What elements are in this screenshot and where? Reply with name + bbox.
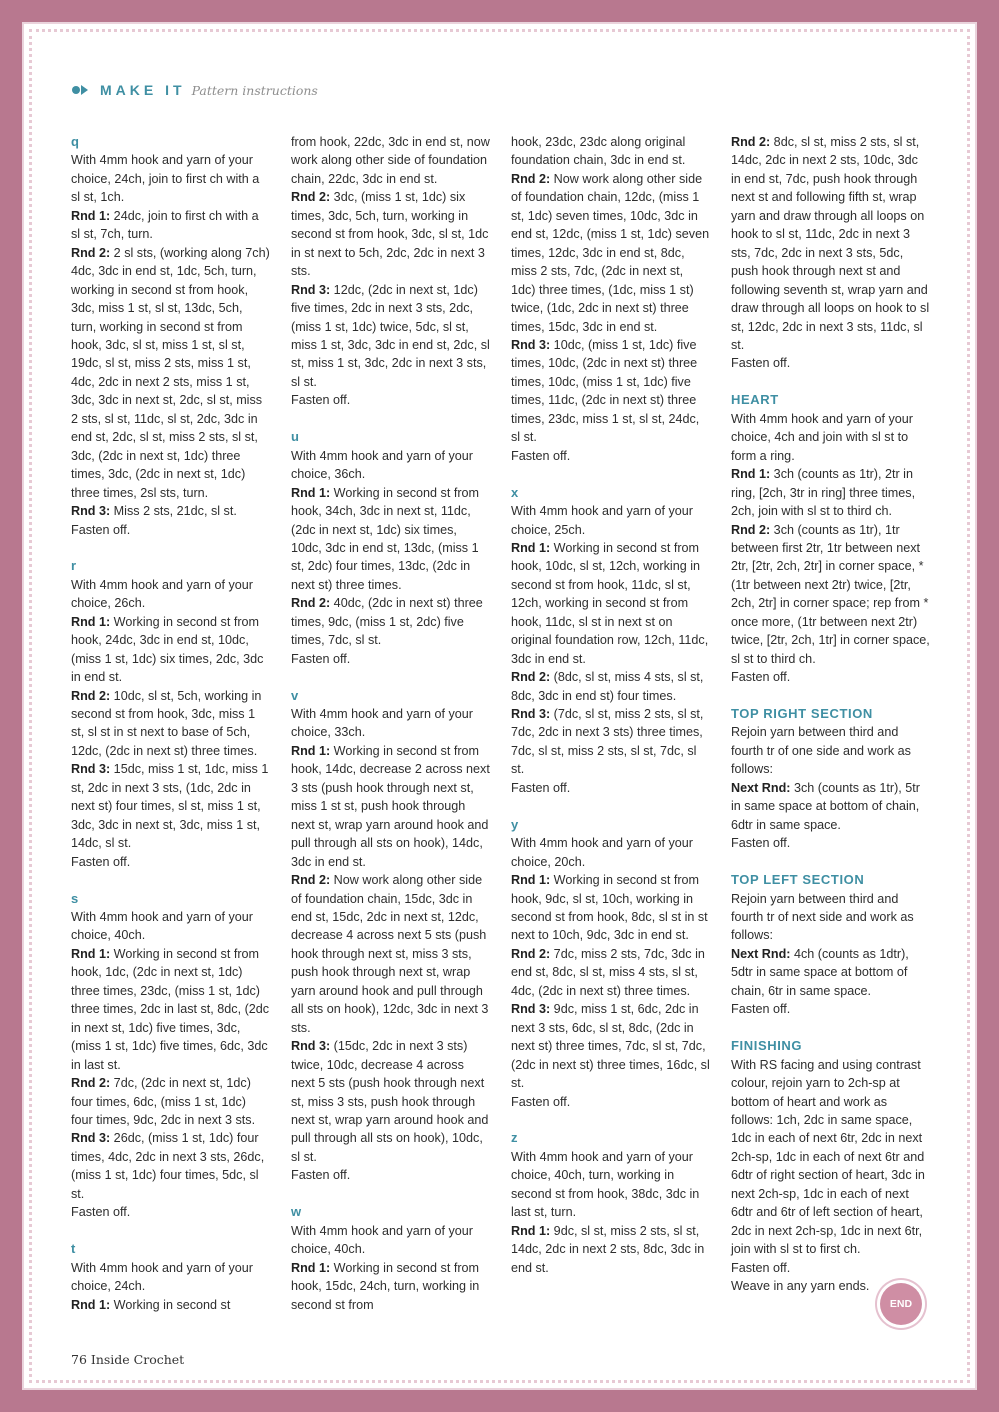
instruction-body: 3ch (counts as 1tr), 1tr between first 2tr, 1tr between next 2tr, [2tr, 2ch, 2tr] in corner space, *(1tr between next 2tr) twice, [2tr, 2ch, 2tr] in corner space; rep from * once more, (1tr between next 2tr) twice, [2tr, 2ch, 1tr] in corner space, sl st to third ch. (731, 522, 930, 666)
instruction-round (511, 1222, 711, 1277)
round-label: Rnd 2: (511, 670, 551, 685)
instruction-body: 9dc, miss 1 st, 6dc, 2dc in next 3 sts, 6dc, sl st, 8dc, (2dc in next st) three times, 7dc, sl st, 7dc, (2dc in next st) three times, 16dc, sl st. (511, 1002, 710, 1091)
instruction-round (511, 1000, 711, 1092)
instruction-body: With 4mm hook and yarn of your choice, 40ch. (291, 1223, 473, 1257)
instruction-round (71, 945, 271, 1074)
instruction-body: Working in second st from hook, 1dc, (2dc in next st, 1dc) three times, 23dc, (miss 1 st, 1dc) three times, 2dc in last st, 8dc, (2dc in next st, 1dc) five times, 3dc, (miss 1 st, 1dc) five times, 6dc, 3dc in last st. (71, 946, 270, 1072)
instruction-round (291, 281, 491, 392)
round-label: Rnd 1: (71, 208, 111, 223)
instruction-body: Weave in any yarn ends. (731, 1279, 870, 1294)
instruction-body: Rejoin yarn between third and fourth tr of one side and work as follows: (731, 725, 911, 777)
instruction-text (731, 834, 931, 852)
instruction-body: Working in second st from hook, 15dc, 24ch, turn, working in second st from (291, 1260, 480, 1312)
instruction-body: 3ch (counts as 1tr), 2tr in ring, [2ch, 3tr in ring] three times, 2ch, join with sl st to third ch. (731, 467, 916, 519)
round-label: Rnd 3: (291, 282, 331, 297)
instruction-round (71, 687, 271, 761)
instruction-round (71, 1074, 271, 1129)
section-heading: TOP LEFT SECTION (731, 872, 865, 888)
instruction-round (511, 668, 711, 705)
section-heading: s (71, 890, 79, 906)
round-label: Rnd 2: (511, 946, 551, 961)
instruction-body: With 4mm hook and yarn of your choice, 24ch, join to first ch with a sl st, 1ch. (71, 153, 260, 205)
spacer (731, 853, 931, 871)
instruction-round (291, 594, 491, 649)
instruction-body: Fasten off. (291, 651, 351, 666)
round-label: Rnd 3: (511, 707, 551, 722)
round-label: Rnd 1: (291, 1260, 331, 1275)
instruction-body: Fasten off. (71, 854, 131, 869)
instruction-body: 7dc, (2dc in next st, 1dc) four times, 6dc, (miss 1 st, 1dc) four times, 9dc, 2dc in next 3 sts. (71, 1076, 256, 1127)
instruction-round (291, 1259, 491, 1314)
instruction-text (291, 447, 491, 484)
instruction-text (511, 133, 711, 170)
instruction-body: (15dc, 2dc in next 3 sts) twice, 10dc, decrease 4 across next 5 sts (push hook through next st, miss 3 sts, push hook through next st, wrap yarn around hook and pull through all sts on hook), 10dc, sl st. (291, 1039, 489, 1164)
instruction-text (71, 151, 271, 206)
instruction-body: With 4mm hook and yarn of your choice, 33ch. (291, 707, 473, 740)
round-label: Rnd 1: (291, 743, 331, 758)
spacer (511, 1111, 711, 1129)
instruction-body: Fasten off. (71, 522, 131, 537)
section-heading: u (291, 429, 299, 445)
round-label: Rnd 2: (71, 245, 111, 260)
page-number: 76 (71, 1352, 87, 1367)
round-label: Rnd 2: (291, 873, 331, 888)
instruction-body: Working in second st from hook, 9dc, sl st, 10ch, working in second st from hook, 8dc, sl st in st next to 10ch, 9dc, 3dc in end st. (511, 873, 708, 943)
round-label: Rnd 2: (291, 596, 331, 611)
instruction-body: Fasten off. (731, 1260, 791, 1275)
instruction-text (71, 908, 271, 945)
instruction-body: Now work along other side of foundation chain, 12dc, (miss 1 st, 1dc) seven times, 10dc, 3dc in end st, 12dc, (miss 1 st, 1dc) seven times, 12dc, 3dc in end st, 8dc, miss 2 sts, 7dc, (2dc in next st, 1dc) three times, (1dc, miss 1 st) twice, (1dc, 2dc in next st) three times, 15dc, 3dc in end st. (511, 171, 710, 334)
round-label: Next Rnd: (731, 946, 791, 961)
column-4 (731, 133, 931, 1295)
instruction-body: 3ch (counts as 1tr), 5tr in same space at bottom of chain, 6dtr in same space. (731, 780, 920, 832)
instruction-body: 8dc, sl st, miss 2 sts, sl st, 14dc, 2dc in next 2 sts, 10dc, 3dc in end st, 7dc, push hook through next st and following fifth st, wrap yarn and draw through all loops on hook to sl st, 11dc, 2dc in next 3 sts, 7dc, 2dc in next 3 sts, 5dc, push hook through next st and following seventh st, wrap yarn and draw through all loops on hook to sl st, 12dc, 2dc in next 3 sts, 11dc, sl st. (731, 135, 930, 352)
spacer (71, 539, 271, 557)
instruction-round (71, 244, 271, 502)
round-label: Rnd 3: (71, 504, 111, 519)
section-heading: r (71, 558, 77, 574)
spacer (511, 797, 711, 815)
instruction-round (731, 945, 931, 1000)
round-label: Rnd 1: (511, 873, 551, 888)
instruction-body: With 4mm hook and yarn of your choice, 4ch and join with sl st to form a ring. (731, 411, 913, 463)
instruction-round (511, 539, 711, 668)
end-badge: END (880, 1283, 922, 1325)
round-label: Rnd 2: (731, 522, 771, 537)
round-label: Rnd 3: (291, 1039, 331, 1054)
instruction-text (511, 1148, 711, 1222)
instruction-body: 10dc, sl st, 5ch, working in second st from hook, 3dc, miss 1 st, sl st in st next to base of 5ch, 12dc, (2dc in next st) three times. (71, 688, 262, 758)
instruction-body: Fasten off. (511, 780, 571, 795)
instruction-body: 3dc, (miss 1 st, 1dc) six times, 3dc, 5ch, turn, working in second st from hook, 3dc, sl st, 1dc in st next to 5ch, 2dc, 2dc in next 3 sts. (291, 190, 489, 279)
instruction-body: Fasten off. (71, 1205, 131, 1220)
instruction-body: Fasten off. (731, 670, 791, 685)
section-heading: x (511, 484, 519, 500)
instruction-round (731, 465, 931, 520)
instruction-round (71, 1296, 271, 1314)
instruction-round (731, 779, 931, 834)
instruction-body: (7dc, sl st, miss 2 sts, sl st, 7dc, 2dc in next 3 sts) three times, 7dc, sl st, miss 2 sts, sl st, 7dc, sl st. (511, 707, 704, 777)
spacer (71, 1222, 271, 1240)
section-heading: t (71, 1241, 76, 1257)
section-name: MAKE IT (100, 82, 186, 98)
instruction-body: Now work along other side of foundation chain, 15dc, 3dc in end st, 15dc, 2dc in next st, 12dc, decrease 4 across next 5 sts (push hook through next st, miss 3 sts, push hook through next st, wrap yarn around hook and pull through all sts on hook), 12dc, 3dc in next 3 sts. (291, 873, 489, 1035)
instruction-round (511, 170, 711, 336)
instruction-text (731, 668, 931, 686)
page (22, 22, 977, 1390)
instruction-text (731, 1259, 931, 1277)
round-label: Rnd 2: (71, 1076, 111, 1091)
instruction-body: Rejoin yarn between third and fourth tr of next side and work as follows: (731, 891, 914, 943)
round-label: Rnd 3: (511, 1002, 551, 1017)
instruction-round (71, 1129, 271, 1203)
round-label: Next Rnd: (731, 780, 791, 795)
instruction-round (511, 336, 711, 447)
spacer (511, 465, 711, 483)
instruction-round (511, 705, 711, 779)
instruction-round (291, 484, 491, 595)
instruction-body: Working in second st from hook, 14dc, decrease 2 across next 3 sts (push hook through next st, miss 1 st st, push hook through next st, wrap yarn around hook and pull through all sts on hook), 14dc, 3dc in end st. (291, 743, 490, 869)
spacer (291, 1185, 491, 1203)
round-label: Rnd 1: (511, 540, 551, 555)
spacer (291, 668, 491, 686)
instruction-body: 26dc, (miss 1 st, 1dc) four times, 4dc, 2dc in next 3 sts, 26dc, (miss 1 st, 1dc) four times, 5dc, sl st. (71, 1131, 265, 1201)
instruction-text (511, 1093, 711, 1111)
instruction-body: 12dc, (2dc in next st, 1dc) five times, 2dc in next 3 sts, 2dc, (miss 1 st, 1dc) twice, 5dc, sl st, miss 1 st, 3dc, 3dc in end st, 2dc, sl st, miss 1 st, 3dc, 2dc in next 3 sts, sl st. (291, 282, 490, 389)
instruction-text (291, 391, 491, 409)
round-label: Rnd 1: (511, 1223, 551, 1238)
instruction-body: Working in second st (110, 1297, 231, 1312)
round-label: Rnd 1: (291, 485, 331, 500)
instruction-round (291, 871, 491, 1037)
round-label: Rnd 1: (71, 946, 111, 961)
instruction-round (71, 760, 271, 852)
section-heading: z (511, 1130, 518, 1146)
instruction-round (71, 613, 271, 687)
instruction-text (291, 1166, 491, 1184)
section-heading: y (511, 816, 519, 832)
instruction-text (731, 410, 931, 465)
section-header (72, 80, 318, 100)
column-3 (511, 133, 711, 1277)
instruction-text (731, 354, 931, 372)
round-label: Rnd 2: (731, 135, 771, 149)
instruction-text (71, 853, 271, 871)
instruction-body: Working in second st from hook, 10dc, sl st, 12ch, working in second st from hook, 11dc, sl st, 12ch, working in second st from hook, 11dc, sl st in next st on original foundation row, 12ch, 11dc, 3dc in end st. (511, 540, 709, 666)
section-heading: FINISHING (731, 1038, 803, 1054)
section-heading: q (71, 134, 79, 149)
instruction-body: Fasten off. (511, 1094, 571, 1109)
instruction-text (731, 1000, 931, 1018)
section-heading: HEART (731, 392, 779, 408)
instruction-body: (8dc, sl st, miss 4 sts, sl st, 8dc, 3dc in end st) four times. (511, 670, 704, 703)
instruction-body: Fasten off. (731, 356, 791, 371)
instruction-text (731, 1056, 931, 1259)
instruction-body: With 4mm hook and yarn of your choice, 25ch. (511, 504, 693, 537)
section-heading: v (291, 687, 299, 703)
section-heading: w (291, 1204, 302, 1220)
instruction-round (731, 521, 931, 669)
instruction-text (71, 1203, 271, 1221)
round-label: Rnd 3: (71, 762, 111, 777)
instruction-text (71, 576, 271, 613)
instruction-body: Working in second st from hook, 24dc, 3dc in end st, 10dc, (miss 1 st, 1dc) six times, 2dc, 3dc in end st. (71, 614, 264, 685)
instruction-body: With 4mm hook and yarn of your choice, 20ch. (511, 836, 693, 869)
section-heading: TOP RIGHT SECTION (731, 706, 873, 722)
instruction-body: 4ch (counts as 1dtr), 5dtr in same space at bottom of chain, 6tr in same space. (731, 946, 909, 998)
instruction-body: With RS facing and using contrast colour, rejoin yarn to 2ch-sp at bottom of heart and work as follows: 1ch, 2dc in same space, 1dc in each of next 6tr, 2dc in next 2ch-sp, 1dc in each of next 6tr and 6dtr of right section of heart, 3dc in next 2ch-sp, 1dc in each of next 6dtr and 6tr of left section of heart, 2dc in next 2ch-sp, 1dc in next 6tr, join with sl st to first ch. (731, 1057, 925, 1257)
instruction-round (291, 742, 491, 871)
instruction-body: With 4mm hook and yarn of your choice, 36ch. (291, 448, 473, 482)
instruction-body: Working in second st from hook, 34ch, 3dc in next st, 11dc, (2dc in next st, 1dc) six times, 10dc, 3dc in end st, 13dc, (miss 1 st, 2dc) four times, 13dc, (2dc in next st) three times. (291, 485, 480, 592)
instruction-round (71, 207, 271, 244)
round-label: Rnd 2: (511, 171, 551, 186)
instruction-body: 10dc, (miss 1 st, 1dc) five times, 10dc, (2dc in next st) three times, 10dc, (miss 1 st, 1dc) five times, 11dc, (2dc in next st) three times, 23dc, miss 1 st, sl st, 24dc, sl st. (511, 337, 700, 445)
instruction-text (511, 502, 711, 539)
column-1 (71, 133, 271, 1314)
instruction-round (511, 945, 711, 1000)
spacer (731, 687, 931, 705)
instruction-text (511, 447, 711, 465)
round-label: Rnd 1: (71, 614, 111, 629)
instruction-text (511, 779, 711, 797)
instruction-text (731, 723, 931, 778)
instruction-text (291, 1222, 491, 1259)
instruction-body: Fasten off. (511, 448, 571, 463)
instruction-body: 24dc, join to first ch with a sl st, 7ch, turn. (71, 208, 259, 242)
instruction-body: Fasten off. (731, 836, 791, 851)
spacer (731, 373, 931, 391)
round-label: Rnd 1: (731, 467, 771, 482)
spacer (71, 871, 271, 889)
instruction-body: hook, 23dc, 23dc along original foundation chain, 3dc in end st. (511, 135, 686, 168)
instruction-round (511, 871, 711, 945)
instruction-text (291, 650, 491, 668)
publication-name: Inside Crochet (90, 1352, 185, 1367)
round-label: Rnd 1: (71, 1297, 111, 1312)
instruction-body: With 4mm hook and yarn of your choice, 40ch. (71, 910, 253, 943)
instruction-text (511, 834, 711, 871)
instruction-body: 9dc, sl st, miss 2 sts, sl st, 14dc, 2dc in next 2 sts, 8dc, 3dc in end st. (511, 1223, 705, 1275)
spacer (731, 1019, 931, 1037)
instruction-body: Fasten off. (291, 1168, 351, 1183)
instruction-body: 2 sl sts, (working along 7ch) 4dc, 3dc in end st, 1dc, 5ch, turn, working in second st from hook, 3dc, miss 1 st, sl st, 13dc, 5ch, turn, working in second st from hook, 3dc, sl st, miss 1 st, sl st, 19dc, sl st, miss 2 sts, miss 1 st, 4dc, 2dc in next 2 sts, miss 1 st, 3dc, 3dc in next st, 2dc, sl st, miss 2 sts, sl st, 11dc, sl st, 2dc, 3dc in end st, 2dc, sl st, miss 2 sts, sl st, 3dc, (2dc in next st, 1dc) three times, 3dc, (2dc in next st, 1dc) three times, 2sl sts, turn. (71, 245, 270, 500)
instruction-body: 40dc, (2dc in next st) three times, 9dc, (miss 1 st, 2dc) five times, 7dc, sl st. (291, 596, 483, 648)
round-label: Rnd 2: (291, 190, 331, 205)
section-subtitle: Pattern instructions (191, 82, 318, 98)
instruction-text (71, 521, 271, 539)
instruction-round (291, 188, 491, 280)
instruction-round (71, 502, 271, 520)
round-label: Rnd 2: (71, 688, 111, 703)
round-label: Rnd 3: (511, 337, 551, 352)
instruction-text (291, 705, 491, 742)
spacer (291, 410, 491, 428)
column-2 (291, 133, 491, 1314)
instruction-body: Miss 2 sts, 21dc, sl st. (110, 504, 237, 519)
instruction-body: With 4mm hook and yarn of your choice, 26ch. (71, 577, 253, 611)
instruction-body: Fasten off. (731, 1002, 791, 1017)
instruction-round (731, 133, 931, 354)
instruction-body: 7dc, miss 2 sts, 7dc, 3dc in end st, 8dc, sl st, miss 4 sts, sl st, 4dc, (2dc in next st) three times. (511, 946, 705, 998)
arrow-bullet-icon (72, 85, 88, 95)
instruction-round (291, 1037, 491, 1166)
instruction-text (71, 1259, 271, 1296)
instruction-text (731, 890, 931, 945)
instruction-body: With 4mm hook and yarn of your choice, 24ch. (71, 1260, 253, 1294)
instruction-body: 15dc, miss 1 st, 1dc, miss 1 st, 2dc in next 3 sts, (1dc, 2dc in next st) four times, sl st, miss 1 st, 3dc, 3dc in next st, 3dc, miss 1 st, 14dc, sl st. (71, 762, 269, 851)
instruction-body: from hook, 22dc, 3dc in end st, now work along other side of foundation chain, 22dc, 3dc in end st. (291, 135, 490, 186)
instruction-body: With 4mm hook and yarn of your choice, 40ch, turn, working in second st from hook, 38dc, 3dc in last st, turn. (511, 1149, 700, 1220)
instruction-text (291, 133, 491, 188)
round-label: Rnd 3: (71, 1131, 111, 1146)
instruction-body: Fasten off. (291, 393, 351, 408)
page-footer (71, 1352, 184, 1367)
